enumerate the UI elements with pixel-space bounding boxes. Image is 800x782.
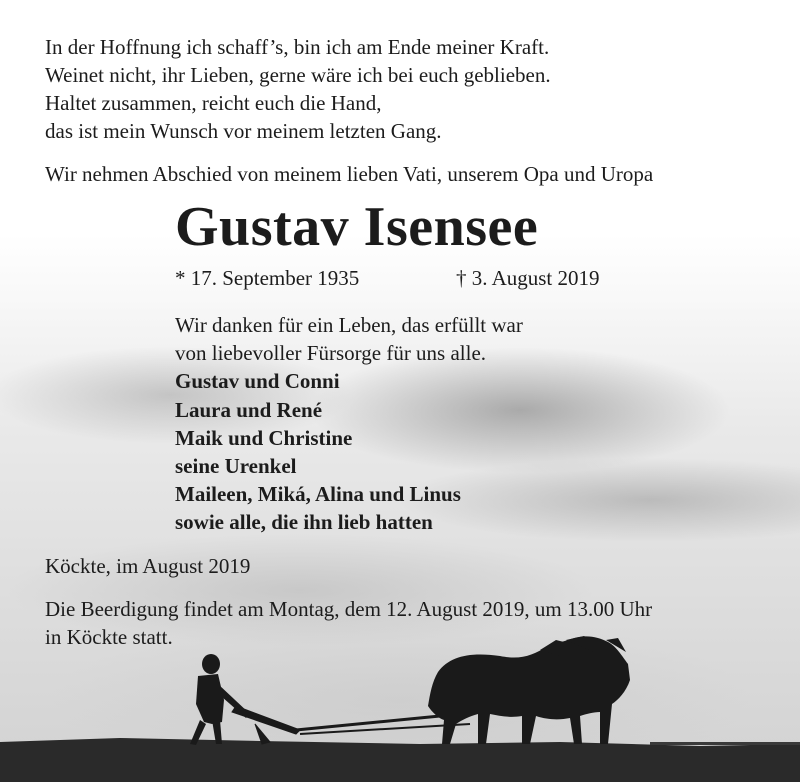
mourner-line: seine Urenkel (175, 454, 297, 478)
place-date: Köckte, im August 2019 (45, 554, 251, 578)
funeral-line: Die Beerdigung findet am Montag, dem 12. August 2019, um 13.00 Uhr (45, 597, 653, 621)
death-date: † 3. August 2019 (456, 266, 600, 290)
mourner-line: Maik und Christine (175, 426, 353, 450)
mourner-line: sowie alle, die ihn lieb hatten (175, 510, 433, 534)
mourner-line: Gustav und Conni (175, 369, 340, 393)
thanks-line: Wir danken für ein Leben, das erfüllt war (175, 313, 523, 337)
funeral-line: in Köckte statt. (45, 625, 173, 649)
poem-line: Weinet nicht, ihr Lieben, gerne wäre ich bei euch geblieben. (45, 63, 551, 87)
mourner-line: Maileen, Miká, Alina und Linus (175, 482, 461, 506)
poem-line: das ist mein Wunsch vor meinem letzten Gang. (45, 119, 442, 143)
birth-date: * 17. September 1935 (175, 266, 360, 290)
deceased-name: Gustav Isensee (175, 196, 539, 258)
thanks-line: von liebevoller Fürsorge für uns alle. (175, 341, 487, 365)
poem-line: Haltet zusammen, reicht euch die Hand, (45, 91, 382, 115)
intro-text: Wir nehmen Abschied von meinem lieben Vati, unserem Opa und Uropa (45, 162, 654, 186)
poem-line: In der Hoffnung ich schaff’s, bin ich am Ende meiner Kraft. (45, 35, 550, 59)
mourner-line: Laura und René (175, 398, 323, 422)
